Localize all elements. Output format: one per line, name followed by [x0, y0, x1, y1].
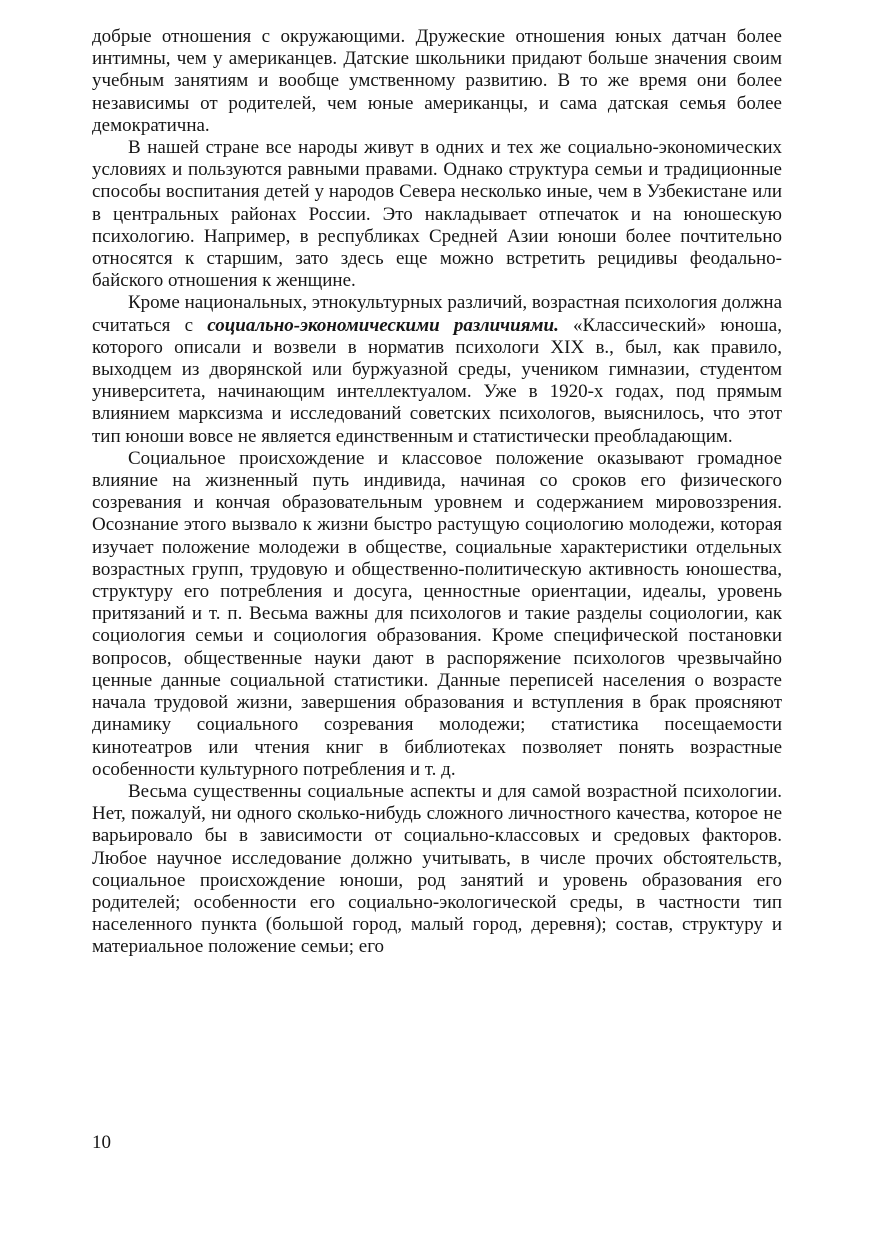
- paragraph-social-origin: Социальное происхождение и классовое положение оказывают громадное влияние на жизненный путь индивида, начиная со сроков его физического созревания и кончая образовательным уровнем и содержанием мировоззрения. Осознание этого вызвало к жизни быстро растущую социологию молодежи, которая изучает положение молодежи в обществе, социальные характеристики отдельных возрастных групп, трудовую и общественно-политическую активность юношества, структуру его потребления и досуга, ценностные ориентации, идеалы, уровень притязаний и т. п. Весьма важны для психологов и такие разделы социологии, как социология семьи и социология образования. Кроме специфической постановки вопросов, общественные науки дают в распоряжение психологов чрезвычайно ценные данные социальной статистики. Данные переписей населения о возрасте начала трудовой жизни, завершения образования и вступления в брак проясняют динамику социального созревания молодежи; статистика посещаемости кинотеатров или чтения книг в библиотеках позволяет понять возрастные особенности культурного потребления и т. д.: [92, 447, 782, 780]
- paragraph-text: Кроме национальных, этнокультурных различий, возрастная психология должна считаться с: [92, 292, 782, 336]
- paragraph-continuation: добрые отношения с окружающими. Дружеские отношения юных датчан более интимны, чем у американцев. Датские школьники придают больше значения своим учебным занятиям и вообще умственному развитию. В то же время они более независимы от родителей, чем юные американцы, и сама датская семья более демократична.: [92, 26, 782, 136]
- paragraph-national-differences: В нашей стране все народы живут в одних и тех же социально-экономических условиях и пользуются равными правами. Однако структура семьи и традиционные способы воспитания детей у народов Севера несколько иные, чем в Узбекистане или в центральных районах России. Это накладывает отпечаток и на юношескую психологию. Например, в республиках Средней Азии юноши более почтительно относятся к старшим, зато здесь еще можно встретить рецидивы феодально-байского отношения к женщине.: [92, 137, 782, 292]
- paragraph-socioeconomic-differences: [92, 292, 782, 447]
- emphasis-term: социально-экономическими различиями.: [207, 314, 559, 336]
- page-number: 10: [92, 1132, 111, 1153]
- paragraph-social-aspects: Весьма существенны социальные аспекты и для самой возрастной психологии. Нет, пожалуй, ни одного сколько-нибудь сложного личностного качества, которое не варьировало бы в зависимости от социально-классовых и средовых факторов. Любое научное исследование должно учитывать, в числе прочих обстоятельств, социальное происхождение юноши, род занятий и уровень образования его родителей; особенности его социально-экологической среды, в частности тип населенного пункта (большой город, малый город, деревня); состав, структуру и материальное положение семьи; его: [92, 780, 782, 958]
- page-body: [92, 26, 782, 959]
- paragraph-text: «Классический» юноша, которого описали и возвели в норматив психологи XIX в., был, как правило, выходцем из дворянской или буржуазной среды, учеником гимназии, студентом университета, начинающим интеллектуалом. Уже в 1920-х годах, под прямым влиянием марксизма и исследований советских психологов, выяснилось, что этот тип юноши вовсе не является единственным и статистически преобладающим.: [92, 314, 782, 447]
